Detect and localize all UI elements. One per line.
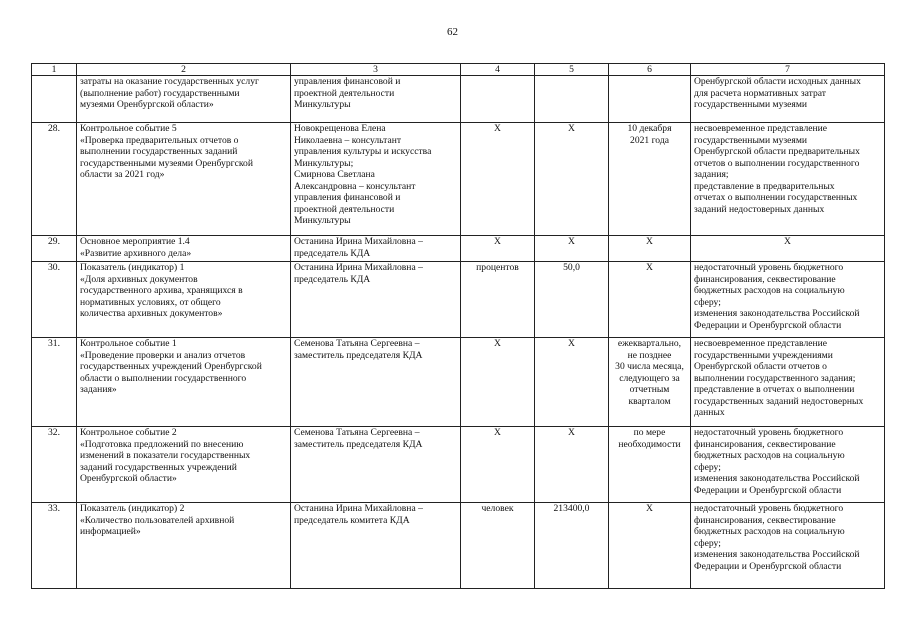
table-row bbox=[32, 427, 885, 503]
table-row bbox=[32, 262, 885, 338]
column-number: 3 bbox=[291, 64, 461, 76]
event-cell: Контрольное событие 2 «Подготовка предложений по внесению изменений в показатели государственных заданий государственных учреждений Оренбургской области» bbox=[77, 427, 291, 503]
table-row bbox=[32, 236, 885, 262]
unit-cell: процентов bbox=[461, 262, 535, 338]
row-number: 33. bbox=[32, 503, 77, 589]
row-number: 29. bbox=[32, 236, 77, 262]
row-number: 31. bbox=[32, 338, 77, 427]
event-cell: затраты на оказание государственных услуг (выполнение работ) государственными музеями Оренбургской области» bbox=[77, 76, 291, 123]
responsible-cell: Останина Ирина Михайловна – председатель КДА bbox=[291, 262, 461, 338]
unit-cell: Х bbox=[461, 123, 535, 236]
value-cell: Х bbox=[535, 123, 609, 236]
risks-cell: несвоевременное представление государственными музеями Оренбургской области предварительных отчетов о выполнении государственного задания; представление в предварительных отчетах о выполнении государственных заданий недостоверных данных bbox=[691, 123, 885, 236]
column-number: 5 bbox=[535, 64, 609, 76]
risks-cell: недостаточный уровень бюджетного финансирования, секвестирование бюджетных расходов на социальную сферу; изменения законодательства Российской Федерации и Оренбургской области bbox=[691, 427, 885, 503]
value-cell: 213400,0 bbox=[535, 503, 609, 589]
date-cell: по мере необходимости bbox=[609, 427, 691, 503]
column-number: 1 bbox=[32, 64, 77, 76]
date-cell: 10 декабря 2021 года bbox=[609, 123, 691, 236]
value-cell: Х bbox=[535, 236, 609, 262]
date-cell bbox=[609, 76, 691, 123]
table-row bbox=[32, 503, 885, 589]
column-number: 7 bbox=[691, 64, 885, 76]
table-row bbox=[32, 338, 885, 427]
responsible-cell: Останина Ирина Михайловна – председатель комитета КДА bbox=[291, 503, 461, 589]
row-number: 30. bbox=[32, 262, 77, 338]
row-number bbox=[32, 76, 77, 123]
value-cell: Х bbox=[535, 338, 609, 427]
responsible-cell: Семенова Татьяна Сергеевна – заместитель председателя КДА bbox=[291, 338, 461, 427]
value-cell: Х bbox=[535, 427, 609, 503]
date-cell: ежеквартально, не позднее 30 числа месяца, следующего за отчетным кварталом bbox=[609, 338, 691, 427]
unit-cell: человек bbox=[461, 503, 535, 589]
unit-cell: Х bbox=[461, 427, 535, 503]
column-number-row bbox=[32, 64, 885, 76]
date-cell: Х bbox=[609, 262, 691, 338]
event-cell: Показатель (индикатор) 2 «Количество пользователей архивной информацией» bbox=[77, 503, 291, 589]
date-cell: Х bbox=[609, 236, 691, 262]
risks-cell: Оренбургской области исходных данных для расчета нормативных затрат государственными музеями bbox=[691, 76, 885, 123]
column-number: 4 bbox=[461, 64, 535, 76]
event-cell: Контрольное событие 5 «Проверка предварительных отчетов о выполнении государственных заданий государственными музеями Оренбургской области за 2021 год» bbox=[77, 123, 291, 236]
unit-cell: Х bbox=[461, 338, 535, 427]
event-cell: Основное мероприятие 1.4 «Развитие архивного дела» bbox=[77, 236, 291, 262]
plan-table bbox=[31, 63, 885, 589]
table-row bbox=[32, 76, 885, 123]
responsible-cell: Останина Ирина Михайловна – председатель КДА bbox=[291, 236, 461, 262]
page-number: 62 bbox=[447, 26, 458, 38]
column-number: 2 bbox=[77, 64, 291, 76]
row-number: 28. bbox=[32, 123, 77, 236]
risks-cell: недостаточный уровень бюджетного финансирования, секвестирование бюджетных расходов на социальную сферу; изменения законодательства Российской Федерации и Оренбургской области bbox=[691, 503, 885, 589]
unit-cell bbox=[461, 76, 535, 123]
risks-cell: несвоевременное представление государственными учреждениями Оренбургской области отчетов о выполнении государственного задания; представление в отчетах о выполнении государственных заданий недостоверных данных bbox=[691, 338, 885, 427]
risks-cell: недостаточный уровень бюджетного финансирования, секвестирование бюджетных расходов на социальную сферу; изменения законодательства Российской Федерации и Оренбургской области bbox=[691, 262, 885, 338]
row-number: 32. bbox=[32, 427, 77, 503]
responsible-cell: управления финансовой и проектной деятельности Минкультуры bbox=[291, 76, 461, 123]
event-cell: Показатель (индикатор) 1 «Доля архивных документов государственного архива, хранящихся в нормативных условиях, от общего количества архивных документов» bbox=[77, 262, 291, 338]
responsible-cell: Семенова Татьяна Сергеевна – заместитель председателя КДА bbox=[291, 427, 461, 503]
value-cell: 50,0 bbox=[535, 262, 609, 338]
date-cell: Х bbox=[609, 503, 691, 589]
risks-cell: Х bbox=[691, 236, 885, 262]
unit-cell: Х bbox=[461, 236, 535, 262]
event-cell: Контрольное событие 1 «Проведение проверки и анализ отчетов государственных учреждений Оренбургской области о выполнении государственного задания» bbox=[77, 338, 291, 427]
column-number: 6 bbox=[609, 64, 691, 76]
table-row bbox=[32, 123, 885, 236]
responsible-cell: Новокрещенова Елена Николаевна – консультант управления культуры и искусства Минкультуры; Смирнова Светлана Александровна – консультант управления финансовой и проектной деятельности Минкультуры bbox=[291, 123, 461, 236]
value-cell bbox=[535, 76, 609, 123]
